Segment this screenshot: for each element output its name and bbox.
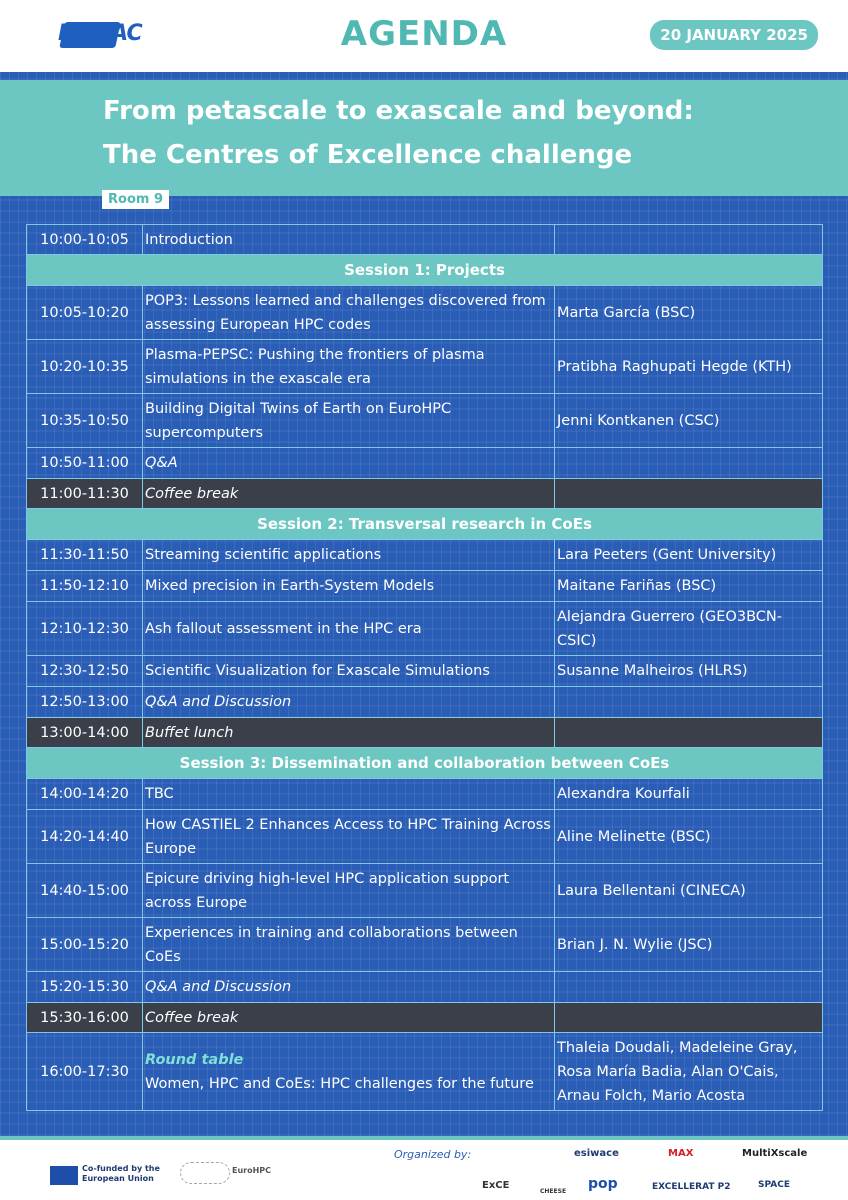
break-row — [26, 479, 823, 509]
speaker-cell: Thaleia Doudali, Madeleine Gray, Rosa María Badia, Alan O'Cais, Arnau Folch, Mario Acosta — [557, 1039, 798, 1104]
time-cell: 13:00-14:00 — [27, 718, 143, 747]
time-cell: 10:05-10:20 — [27, 286, 143, 339]
agenda-row — [26, 918, 823, 972]
speaker-cell — [555, 687, 822, 717]
roundtable-row — [26, 1033, 823, 1111]
time-cell: 12:30-12:50 — [27, 656, 143, 686]
talk-title: How CASTIEL 2 Enhances Access to HPC Training Across Europe — [145, 816, 551, 857]
time-cell: 12:10-12:30 — [27, 602, 143, 655]
speaker-cell: Brian J. N. Wylie (JSC) — [557, 936, 713, 953]
talk-title-cell — [143, 972, 555, 1002]
session-title: Session 1: Projects — [344, 261, 505, 279]
speaker-cell: Alejandra Guerrero (GEO3BCN-CSIC) — [557, 608, 782, 649]
speaker-cell: Alexandra Kourfali — [557, 786, 690, 802]
talk-title-cell — [143, 718, 555, 747]
session-title: Session 2: Transversal research in CoEs — [257, 515, 592, 533]
speaker-cell: Susanne Malheiros (HLRS) — [557, 663, 748, 679]
talk-title: Q&A and Discussion — [145, 979, 292, 995]
time-cell: 10:20-10:35 — [27, 340, 143, 393]
event-title-line-1: From petascale to exascale and beyond: — [103, 96, 694, 126]
session-header — [26, 509, 823, 540]
speaker-cell — [555, 479, 822, 508]
talk-title-cell — [143, 540, 555, 570]
eurohpc-logo-icon — [180, 1162, 230, 1184]
agenda-row — [26, 448, 823, 479]
pop-logo: pop — [588, 1176, 618, 1192]
talk-title: Streaming scientific applications — [145, 547, 382, 563]
talk-title: Epicure driving high-level HPC application support across Europe — [145, 870, 510, 911]
talk-title: Introduction — [145, 231, 233, 248]
footer — [0, 1136, 848, 1200]
talk-title: Mixed precision in Earth-System Models — [145, 578, 435, 594]
hipeac-logo: HiPEAC — [58, 21, 142, 46]
session-header — [26, 255, 823, 286]
time-cell: 10:00-10:05 — [27, 225, 143, 254]
talk-title: Q&A and Discussion — [145, 694, 292, 710]
time-cell: 15:00-15:20 — [27, 918, 143, 971]
speaker-cell: Jenni Kontkanen (CSC) — [557, 412, 720, 429]
talk-title: TBC — [145, 786, 174, 802]
session-title: Session 3: Dissemination and collaboration between CoEs — [179, 754, 670, 772]
speaker-cell: Pratibha Raghupati Hegde (KTH) — [557, 358, 792, 375]
roundtable-label: Round table — [145, 1051, 244, 1068]
time-cell: 14:20-14:40 — [27, 810, 143, 863]
talk-title: Ash fallout assessment in the HPC era — [145, 620, 422, 637]
agenda-row — [26, 687, 823, 718]
speaker-cell: Laura Bellentani (CINECA) — [557, 882, 746, 899]
talk-title-cell — [143, 571, 555, 601]
time-cell: 15:20-15:30 — [27, 972, 143, 1002]
time-cell: 14:40-15:00 — [27, 864, 143, 917]
header — [0, 0, 848, 72]
talk-title-cell — [143, 225, 555, 254]
talk-title: Buffet lunch — [145, 724, 234, 741]
talk-title: Coffee break — [145, 485, 239, 502]
event-title-line-2: The Centres of Excellence challenge — [103, 140, 633, 170]
talk-title-cell — [143, 602, 555, 655]
talk-title-cell — [143, 779, 555, 809]
speaker-cell — [555, 1003, 822, 1032]
time-cell: 10:50-11:00 — [27, 448, 143, 478]
talk-title: Experiences in training and collaborations between CoEs — [145, 924, 518, 965]
speaker-cell: Marta García (BSC) — [557, 304, 696, 321]
speaker-cell: Lara Peeters (Gent University) — [557, 547, 777, 563]
time-cell: 11:50-12:10 — [27, 571, 143, 601]
break-row — [26, 718, 823, 748]
esiwace-logo: esiwace — [574, 1148, 619, 1159]
talk-title-cell — [143, 687, 555, 717]
agenda-row — [26, 571, 823, 602]
talk-title-cell — [143, 656, 555, 686]
time-cell: 11:00-11:30 — [27, 479, 143, 508]
talk-title-cell — [143, 864, 555, 917]
talk-title: Building Digital Twins of Earth on EuroHPC supercomputers — [145, 400, 452, 441]
talk-title: POP3: Lessons learned and challenges discovered from assessing European HPC codes — [145, 292, 546, 333]
talk-title: Scientific Visualization for Exascale Simulations — [145, 663, 490, 679]
max-logo: MAX — [668, 1148, 694, 1159]
talk-title-cell — [143, 479, 555, 508]
organized-by-label: Organized by: — [394, 1148, 472, 1161]
talk-title-cell — [143, 1003, 555, 1032]
talk-title-cell — [143, 1033, 555, 1110]
speaker-cell: Aline Melinette (BSC) — [557, 828, 711, 845]
time-cell: 16:00-17:30 — [27, 1033, 143, 1110]
room-label: Room 9 — [102, 190, 169, 209]
talk-title-cell — [143, 394, 555, 447]
agenda-row — [26, 810, 823, 864]
talk-title-cell — [143, 918, 555, 971]
talk-title-cell — [143, 448, 555, 478]
talk-title-cell — [143, 810, 555, 863]
multixscale-logo: MultiXscale — [742, 1148, 808, 1159]
time-cell: 10:35-10:50 — [27, 394, 143, 447]
date-badge: 20 JANUARY 2025 — [650, 20, 818, 50]
excellerat-logo: EXCELLERAT P2 — [652, 1182, 731, 1192]
agenda-row — [26, 286, 823, 340]
talk-title: Plasma-PEPSC: Pushing the frontiers of plasma simulations in the exascale era — [145, 346, 485, 387]
agenda-row — [26, 224, 823, 255]
time-cell: 12:50-13:00 — [27, 687, 143, 717]
agenda-row — [26, 656, 823, 687]
talk-title: Coffee break — [145, 1009, 239, 1026]
eurohpc-label: EuroHPC — [232, 1166, 272, 1175]
time-cell: 14:00-14:20 — [27, 779, 143, 809]
agenda-row — [26, 602, 823, 656]
talk-title: Q&A — [145, 455, 178, 471]
eu-cofunded-label: Co-funded by the European Union — [82, 1164, 160, 1183]
speaker-cell — [555, 225, 822, 254]
agenda-row — [26, 540, 823, 571]
speaker-cell: Maitane Fariñas (BSC) — [557, 578, 717, 594]
agenda-row — [26, 972, 823, 1003]
exce-logo: ExCE — [482, 1180, 510, 1191]
break-row — [26, 1003, 823, 1033]
space-logo: SPACE — [758, 1180, 790, 1190]
agenda-row — [26, 864, 823, 918]
talk-title-cell — [143, 286, 555, 339]
speaker-cell — [555, 448, 822, 478]
talk-title-cell — [143, 340, 555, 393]
speaker-cell — [555, 972, 822, 1002]
roundtable-title: Women, HPC and CoEs: HPC challenges for the future — [145, 1075, 534, 1092]
eu-flag-icon — [50, 1166, 78, 1185]
time-cell: 15:30-16:00 — [27, 1003, 143, 1032]
speaker-cell — [555, 718, 822, 747]
agenda-row — [26, 779, 823, 810]
agenda-row — [26, 394, 823, 448]
time-cell: 11:30-11:50 — [27, 540, 143, 570]
agenda-table — [26, 224, 823, 1111]
session-header — [26, 748, 823, 779]
page-title: AGENDA — [340, 14, 508, 54]
agenda-row — [26, 340, 823, 394]
cheese-logo: CHEESE — [540, 1188, 567, 1195]
